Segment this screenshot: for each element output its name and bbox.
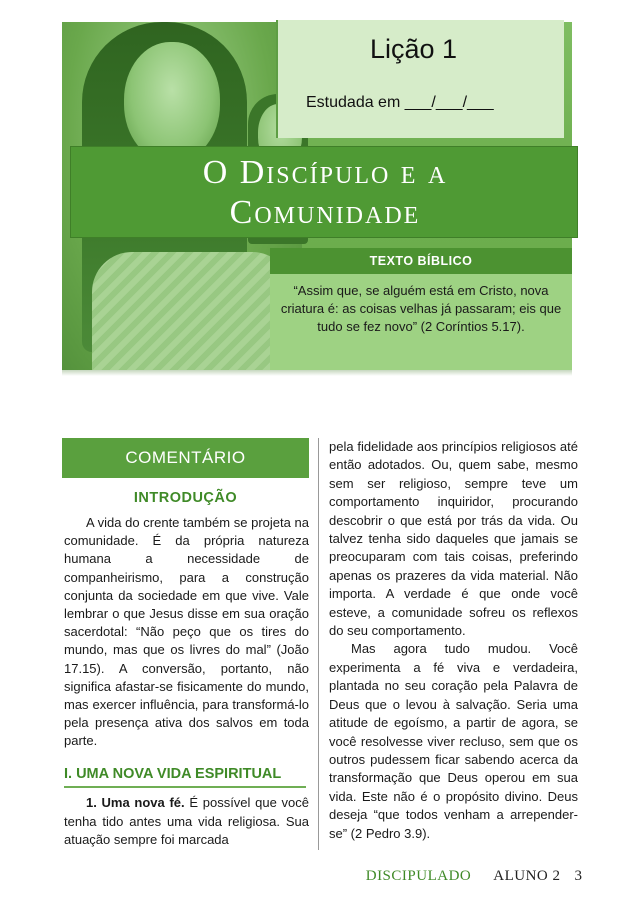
bible-verse: “Assim que, se alguém está em Cristo, nova criatura é: as coisas velhas já passaram; eis que tudo se fez novo” (2 Coríntios 5.17).	[280, 283, 562, 334]
page-footer	[366, 868, 582, 885]
subsection-paragraph	[64, 794, 309, 850]
intro-heading: INTRODUÇÃO	[133, 490, 238, 506]
column-divider	[318, 438, 319, 850]
right-paragraph-2: Mas agora tudo mudou. Você experimenta a fé viva e verdadeira, plantada no seu coração pela Palavra de Deus que o levou à salvação. Seria uma atitude de egoísmo, a partir de agora, se você resolvesse viver recluso, sem que os outros pudessem ficar sabendo acerca da transformação que Deus operou em sua vida. Este não é o propósito divino. Deus deseja “que todos venham a arrepender-se” (2 Pedro 3.9).	[329, 641, 578, 841]
lesson-info-box	[276, 20, 564, 138]
title-band	[70, 146, 578, 238]
bible-text-label-bar	[270, 248, 572, 274]
lesson-title	[71, 153, 579, 233]
lesson-title-line-2: Comunidade	[229, 194, 421, 231]
page-number: 3	[574, 868, 582, 884]
subsection-label: 1. Uma nova fé.	[86, 795, 185, 810]
right-paragraph-1: pela fidelidade aos princípios religiosos até então adotados. Ou, quem sabe, mesmo sem ser religioso, sempre teve um comportamento inquiridor, procurando descobrir o que está por trás da vida. Ou talvez tenha sido daqueles que jamais se preocuparam com tais coisas, preferindo apenas os prazeres da vida material. Não importa. A verdade é que onde você esteve, a comunidade sofreu os reflexos do seu comportamento.	[329, 439, 578, 639]
lesson-number: Lição 1	[370, 34, 458, 64]
commentary-label: COMENTÁRIO	[125, 448, 246, 467]
section-divider	[64, 786, 306, 788]
course-level: ALUNO 2	[493, 868, 561, 884]
subsection-text: É possível que você tenha tido antes uma vida religiosa. Sua atuação sempre foi marcada	[64, 795, 309, 847]
header-shadow	[62, 370, 572, 376]
right-column	[329, 438, 578, 843]
section-heading: I. UMA NOVA VIDA ESPIRITUAL	[64, 766, 282, 782]
course-name: DISCIPULADO	[365, 868, 472, 884]
lesson-title-line-1: O Discípulo e a	[202, 154, 448, 191]
commentary-bar	[62, 438, 309, 478]
intro-paragraph: A vida do crente também se projeta na comunidade. É da própria natureza humana a necessidade de companheirismo, para a construção conjunta da sociedade em que vive. Vale lembrar o que Jesus disse em sua oração sacerdotal: “Não peço que os tires do mundo, mas que os livres do mal” (João 17.15). A conversão, portanto, não significa afastar-se fisicamente do mundo, mas exercer influência, para transformá-lo pela presença ativa dos salvos em toda parte.	[64, 515, 309, 749]
bible-text-box	[270, 248, 572, 370]
bible-text-label: TEXTO BÍBLICO	[369, 254, 473, 268]
studied-on-field: Estudada em ___/___/___	[306, 94, 494, 111]
